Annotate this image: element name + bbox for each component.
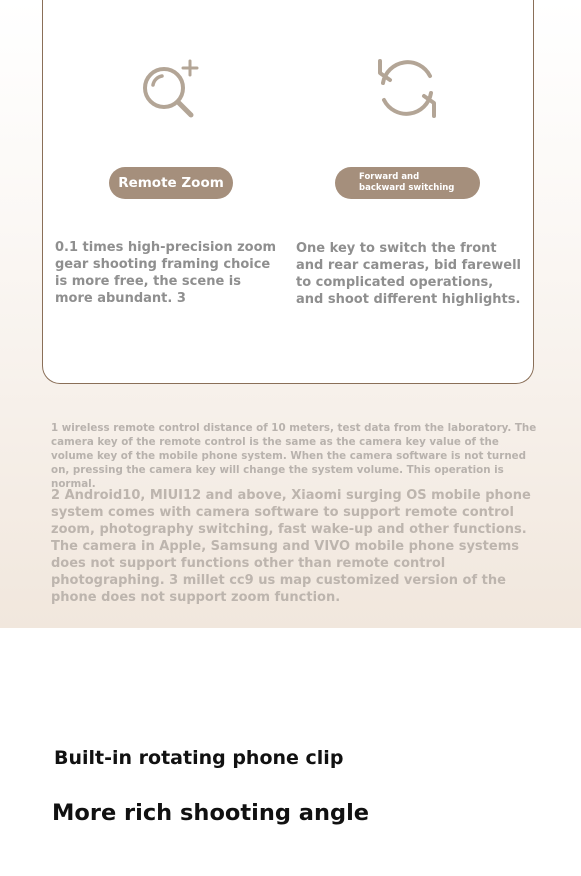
switch-label-line1: Forward and bbox=[359, 172, 420, 182]
remote-zoom-badge bbox=[109, 167, 233, 199]
camera-switch-refresh-icon bbox=[375, 56, 439, 120]
zoom-in-magnifier-icon bbox=[140, 58, 204, 120]
switch-description: One key to switch the front and rear cameras, bid farewell to complicated operations, and shoot different highlights. bbox=[296, 241, 522, 307]
remote-zoom-label: Remote Zoom bbox=[118, 175, 224, 191]
heading-shooting-angle: More rich shooting angle bbox=[52, 800, 370, 826]
switch-label-line2: backward switching bbox=[359, 183, 455, 193]
switch-badge bbox=[335, 167, 480, 199]
zoom-description: 0.1 times high-precision zoom gear shooting framing choice is more free, the scene is more abundant. 3 bbox=[55, 240, 277, 306]
switch-label bbox=[359, 172, 454, 194]
heading-phone-clip: Built-in rotating phone clip bbox=[54, 747, 344, 769]
footnote-1: 1 wireless remote control distance of 10 meters, test data from the laboratory. The camera key of the remote control is the same as the camera key value of the volume key of the mobile phone system. When the camera software is not turned on, pressing the camera key will change the system volume. This operation is normal. bbox=[51, 422, 537, 490]
footnote-2: 2 Android10, MIUI12 and above, Xiaomi surging OS mobile phone system comes with camera software to support remote control zoom, photography switching, fast wake-up and other functions. The camera in Apple, Samsung and VIVO mobile phone systems does not support functions other than remote control photographing. 3 millet cc9 us map customized version of the phone does not support zoom function. bbox=[51, 488, 531, 605]
